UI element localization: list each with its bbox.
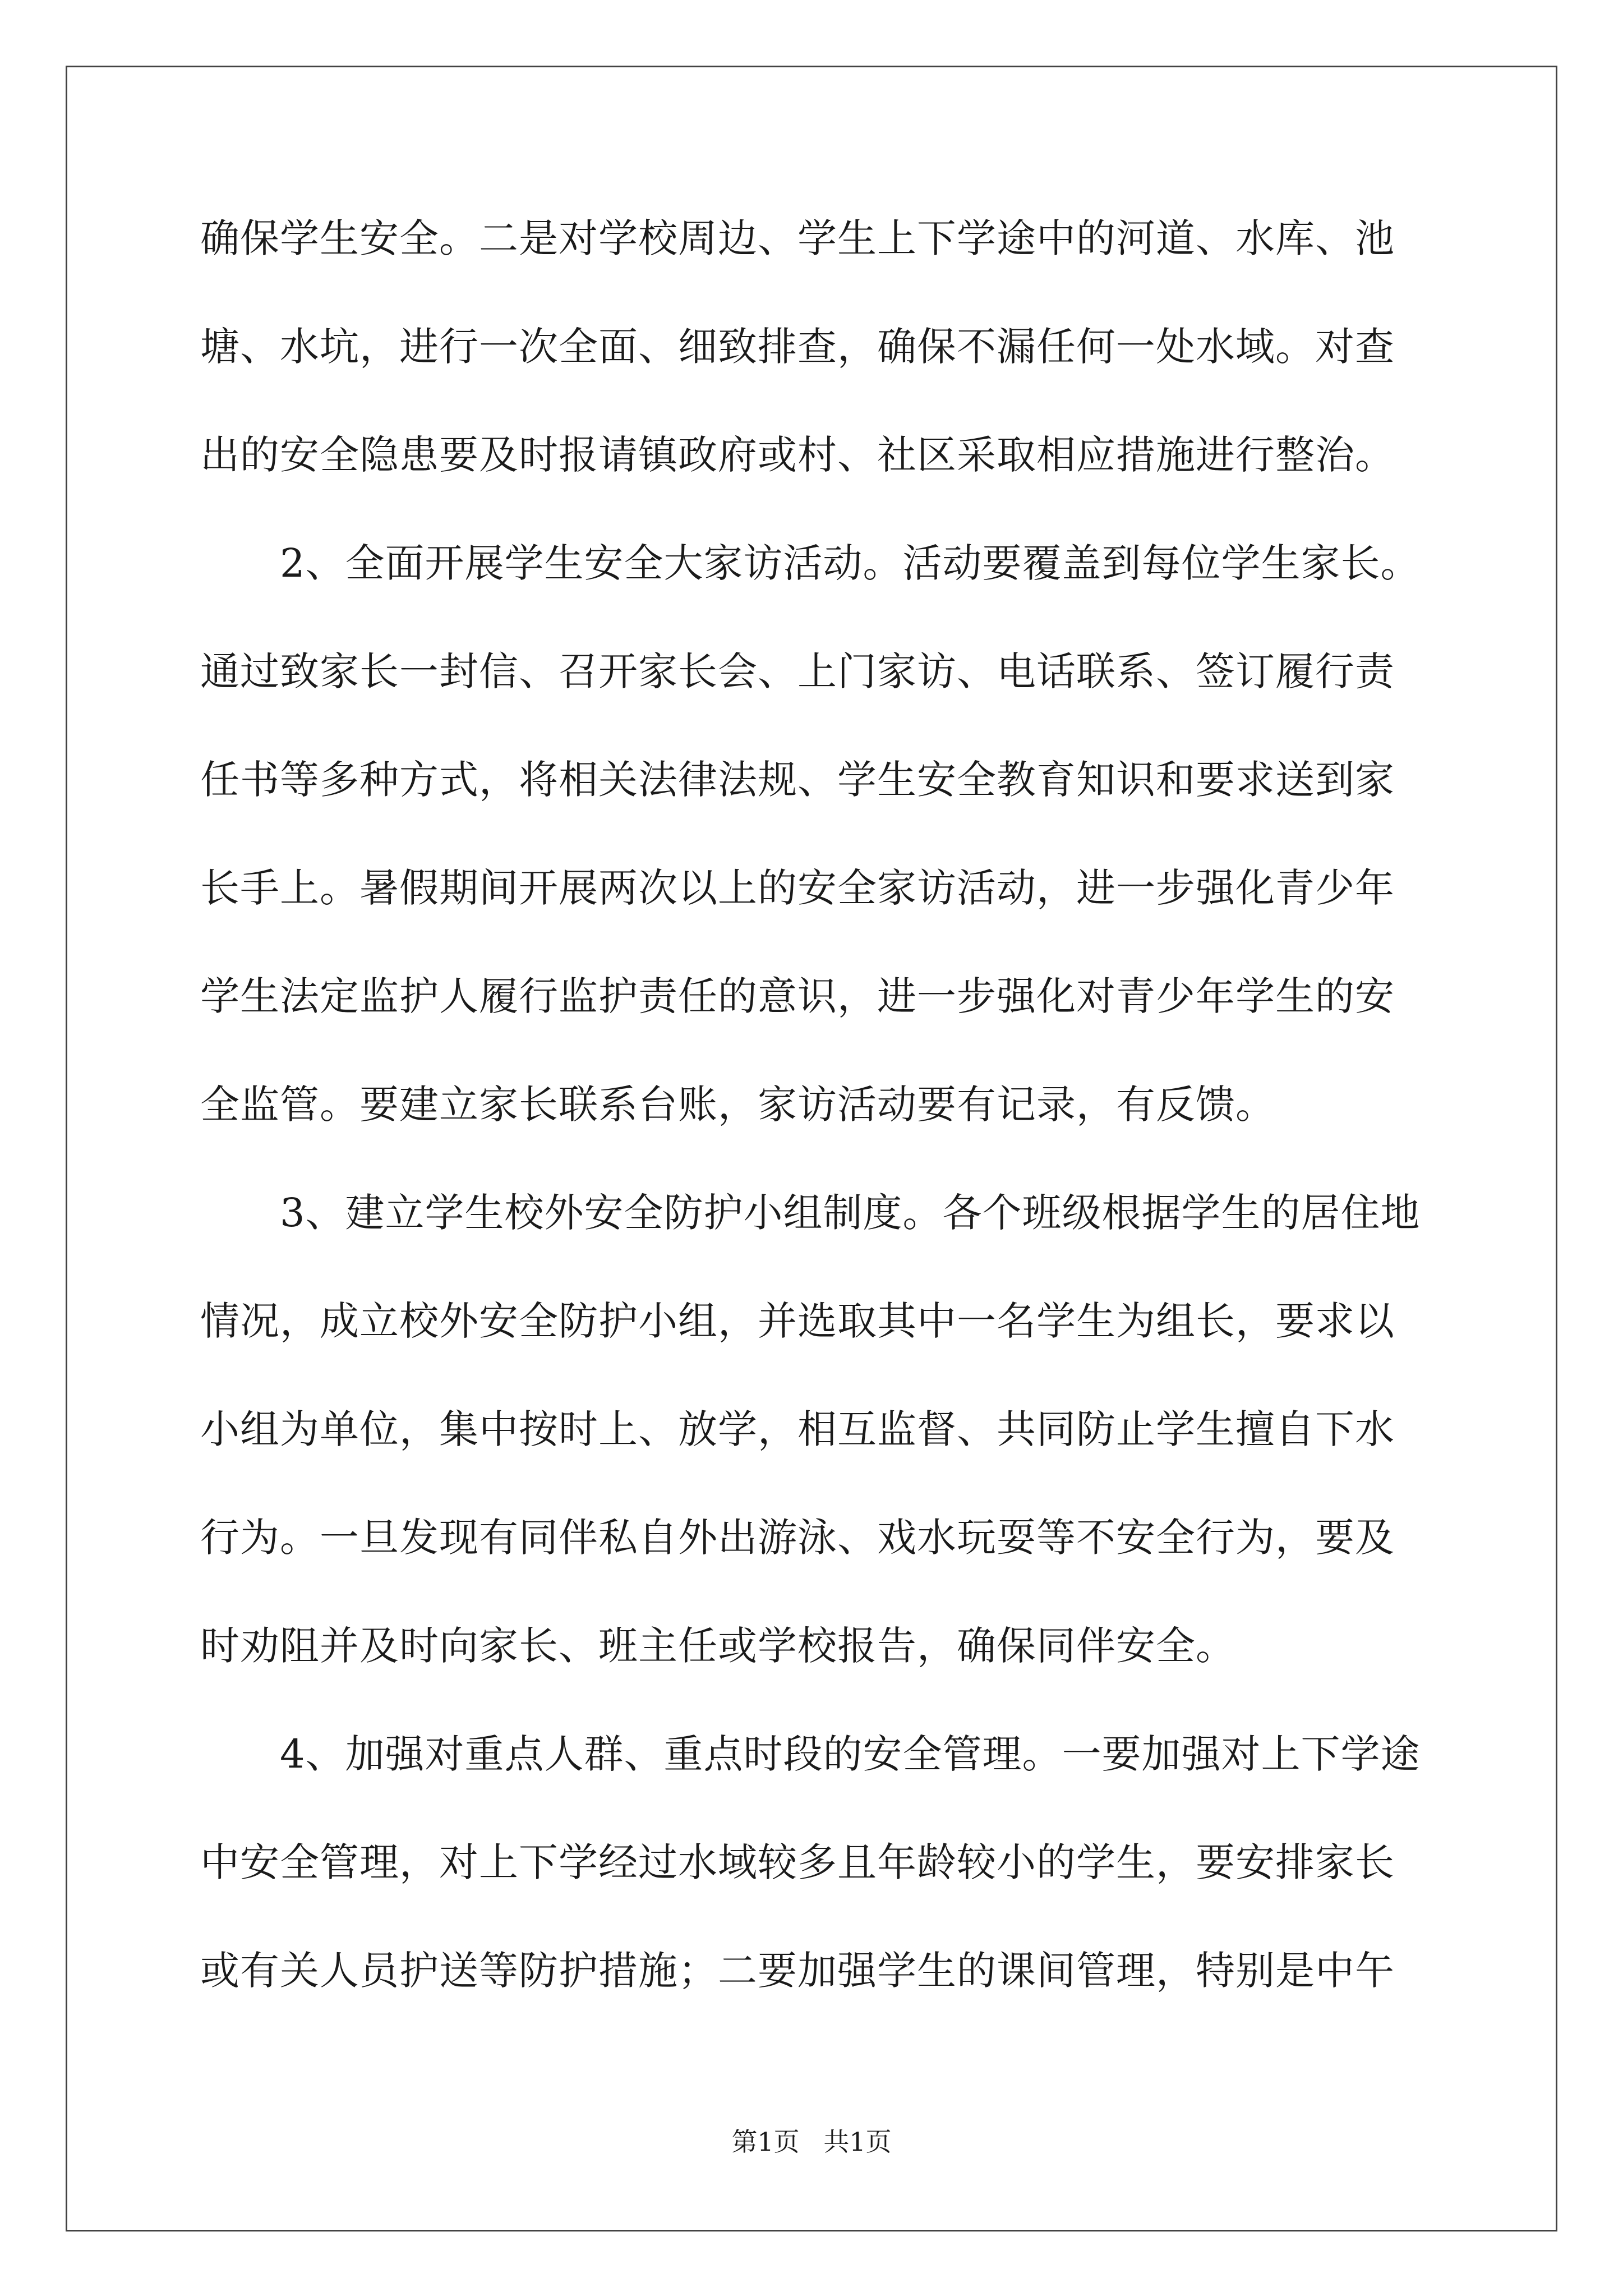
text-line: 时劝阻并及时向家长、班主任或学校报告，确保同伴安全。	[200, 1623, 1235, 1669]
text-line: 长手上。暑假期间开展两次以上的安全家访活动，进一步强化青少年	[200, 865, 1395, 911]
text-line: 2、全面开展学生安全大家访活动。活动要覆盖到每位学生家长。	[200, 540, 1421, 586]
text-line: 全监管。要建立家长联系台账，家访活动要有记录，有反馈。	[200, 1082, 1275, 1128]
text-line: 确保学生安全。二是对学校周边、学生上下学途中的河道、水库、池	[200, 215, 1395, 261]
text-line: 3、建立学生校外安全防护小组制度。各个班级根据学生的居住地	[200, 1190, 1421, 1236]
text-line: 小组为单位，集中按时上、放学，相互监督、共同防止学生擅自下水	[200, 1406, 1395, 1452]
text-line: 塘、水坑，进行一次全面、细致排查，确保不漏任何一处水域。对查	[200, 324, 1395, 370]
page-number-current: 第1页	[731, 2127, 800, 2157]
text-line: 情况，成立校外安全防护小组，并选取其中一名学生为组长，要求以	[200, 1298, 1395, 1344]
text-line: 行为。一旦发现有同伴私自外出游泳、戏水玩耍等不安全行为，要及	[200, 1515, 1395, 1561]
page-number-total: 共1页	[823, 2127, 892, 2157]
text-line: 学生法定监护人履行监护责任的意识，进一步强化对青少年学生的安	[200, 973, 1395, 1019]
text-line: 4、加强对重点人群、重点时段的安全管理。一要加强对上下学途	[200, 1731, 1421, 1777]
text-line: 任书等多种方式，将相关法律法规、学生安全教育知识和要求送到家	[200, 757, 1395, 803]
text-line: 通过致家长一封信、召开家长会、上门家访、电话联系、签订履行责	[200, 648, 1395, 694]
page-footer	[0, 2129, 1623, 2155]
document-body	[200, 215, 1423, 2059]
text-line: 或有关人员护送等防护措施；二要加强学生的课间管理，特别是中午	[200, 1948, 1395, 1994]
text-line: 中安全管理，对上下学经过水域较多且年龄较小的学生，要安排家长	[200, 1839, 1395, 1885]
text-line: 出的安全隐患要及时报请镇政府或村、社区采取相应措施进行整治。	[200, 432, 1395, 478]
